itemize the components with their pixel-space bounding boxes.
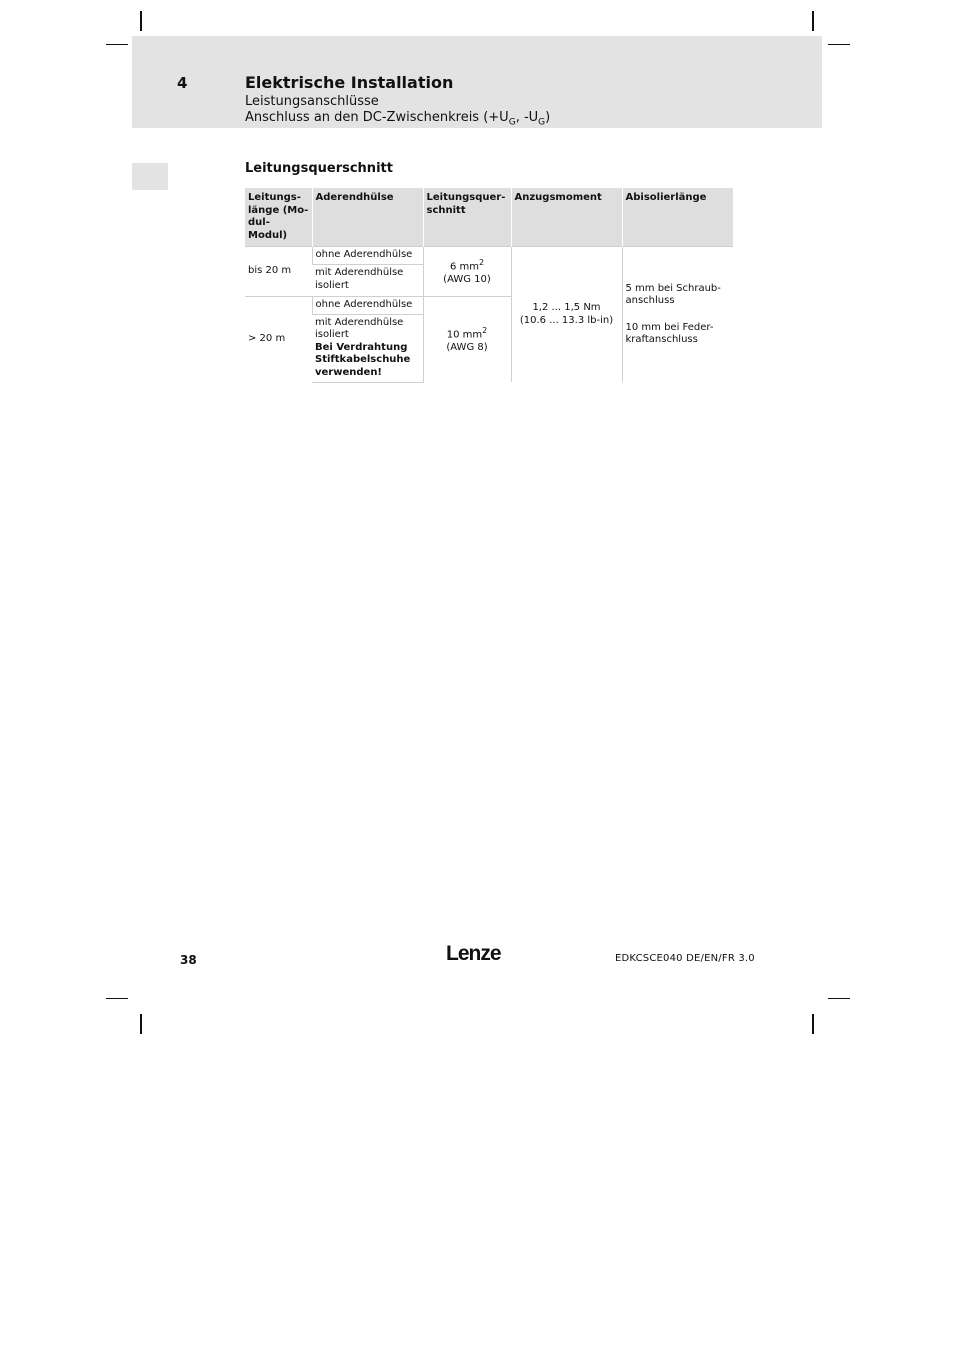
torque-nm: 1,2 ... 1,5 Nm	[532, 302, 601, 313]
crop-mark	[828, 44, 850, 45]
cell-ferrule	[312, 314, 423, 382]
crop-mark	[140, 1014, 142, 1034]
crop-mark	[828, 998, 850, 999]
cell-length: > 20 m	[245, 297, 312, 383]
cell-cross-section	[423, 297, 511, 383]
cell-cross-section	[423, 247, 511, 297]
side-tab	[132, 163, 168, 190]
subtitle-2-sub: G	[538, 117, 546, 128]
table-header-row	[245, 188, 733, 247]
header-ferrule: Aderendhülse	[312, 188, 423, 247]
cross-section-awg: (AWG 8)	[446, 341, 488, 353]
table-row	[245, 247, 733, 265]
cell-length: bis 20 m	[245, 247, 312, 297]
document-id: EDKCSCE040 DE/EN/FR 3.0	[615, 953, 755, 964]
header-cable-length: Leitungs-länge (Mo-dul-Modul)	[245, 188, 312, 247]
chapter-title: Elektrische Installation	[245, 73, 454, 92]
cable-spec-table	[245, 188, 733, 383]
header-torque: Anzugsmoment	[511, 188, 622, 247]
page-number: 38	[180, 953, 197, 967]
cell-torque	[511, 247, 622, 383]
subtitle-1: Leistungsanschlüsse	[245, 94, 379, 109]
cell-strip-length	[622, 247, 733, 383]
strip-screw: 5 mm bei Schraub-anschluss	[625, 282, 721, 306]
cell-ferrule: mit Aderendhülse isoliert	[312, 265, 423, 297]
torque-lbin: (10.6 ... 13.3 lb-in)	[519, 314, 614, 326]
crop-mark	[106, 44, 128, 45]
header-strip-length: Abisolierlänge	[622, 188, 733, 247]
ferrule-text: mit Aderendhülse isoliert	[315, 316, 404, 340]
cross-section-exponent: 2	[478, 257, 485, 267]
cell-ferrule: ohne Aderendhülse	[312, 297, 423, 315]
lenze-logo: Lenze	[446, 942, 501, 965]
subtitle-2-sub: G	[508, 117, 516, 128]
strip-spring: 10 mm bei Feder-kraftanschluss	[625, 321, 714, 345]
cross-section-awg: (AWG 10)	[443, 273, 491, 285]
chapter-number: 4	[177, 74, 188, 92]
subtitle-2-suffix: )	[545, 110, 551, 125]
ferrule-warning: Bei Verdrahtung Stiftkabelschuhe verwenden!	[315, 341, 411, 378]
cross-section-value: 6 mm	[449, 261, 479, 273]
subtitle-2-mid: , -U	[515, 110, 539, 125]
crop-mark	[812, 1014, 814, 1034]
crop-mark	[106, 998, 128, 999]
crop-mark	[140, 11, 142, 31]
section-heading: Leitungsquerschnitt	[245, 161, 393, 176]
cross-section-exponent: 2	[482, 325, 488, 335]
crop-mark	[812, 11, 814, 31]
subtitle-2-prefix: Anschluss an den DC-Zwischenkreis (+U	[245, 110, 509, 125]
header-cross-section: Leitungsquer-schnitt	[423, 188, 511, 247]
cross-section-value: 10 mm	[446, 329, 483, 341]
subtitle-2	[245, 110, 550, 128]
cell-ferrule: ohne Aderendhülse	[312, 247, 423, 265]
